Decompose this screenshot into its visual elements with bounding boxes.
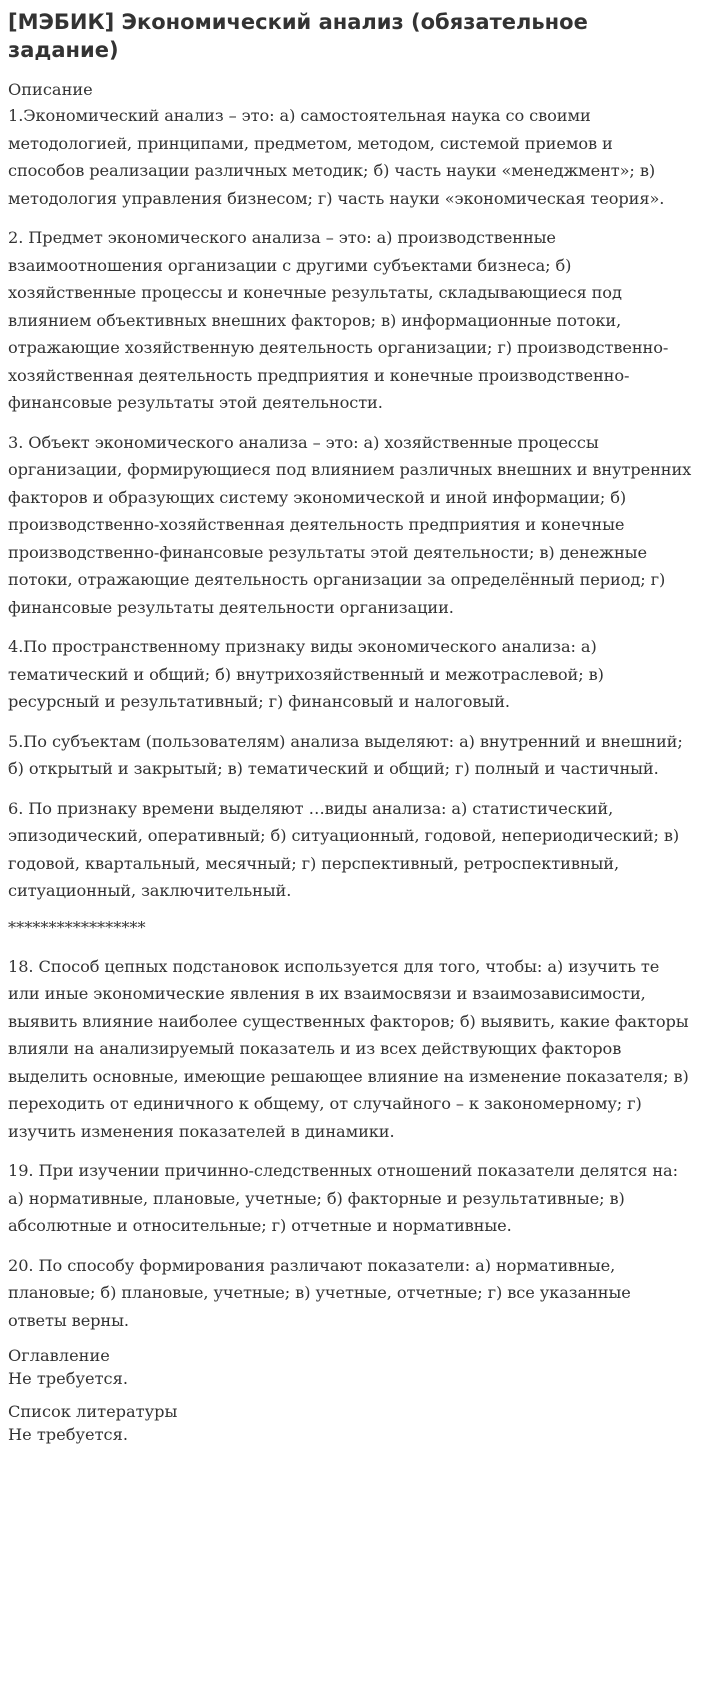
toc-value: Не требуется.: [8, 1369, 128, 1388]
separator-asterisks: *****************: [8, 917, 146, 937]
description-label: Описание: [8, 80, 93, 99]
toc-section: [8, 1346, 693, 1392]
question-paragraph-19: 19. При изучении причинно-следственных отношений показатели делятся на: а) нормативные, плановые, учетные; б) факторные и результативные; в) абсолютные и относительные; г) отчетные и нормативные.: [8, 1161, 678, 1235]
question-paragraph-18: 18. Способ цепных подстановок используется для того, чтобы: а) изучить те или иные экономические явления в их взаимосвязи и взаимозависимости, выявить влияние наиболее существенных факторов; б) выявить, какие факторы влияли на анализируемый показатель и из всех действующих факторов выделить основные, имеющие решающее влияние на изменение показателя; в) переходить от единичного к общему, от случайного – к закономерному; г) изучить изменения показателей в динамики.: [8, 956, 689, 1141]
question-paragraph-20: 20. По способу формирования различают показатели: а) нормативные, плановые; б) плановые, учетные; в) учетные, отчетные; г) все указанные ответы верны.: [8, 1255, 631, 1330]
question-paragraph-3: 3. Объект экономического анализа – это: а) хозяйственные процессы организации, формирующиеся под влиянием различных внешних и внутренних факторов и образующих систему экономической и иной информации; б) производственно-хозяйственная деятельность предприятия и конечные производственно-финансовые результаты этой деятельности; в) денежные потоки, отражающие деятельность организации за определённый период; г) финансовые результаты деятельности организации.: [8, 432, 692, 617]
question-paragraph-6: 6. По признаку времени выделяют …виды анализа: а) статистический, эпизодический, оперативный; б) ситуационный, годовой, непериодический; в) годовой, квартальный, месячный; г) перспективный, ретроспективный, ситуационный, заключительный.: [8, 798, 680, 900]
question-paragraph-1: 1.Экономический анализ – это: а) самостоятельная наука со своими методологией, принципами, предметом, методом, системой приемов и способов реализации различных методик; б) часть науки «менеджмент»; в) методология управления бизнесом; г) часть науки «экономическая теория».: [8, 106, 665, 208]
question-paragraph-4: 4.По пространственному признаку виды экономического анализа: а) тематический и общий; б) внутрихозяйственный и межотраслевой; в) ресурсный и результативный; г) финансовый и налоговый.: [8, 637, 604, 711]
page-title: [МЭБИК] Экономический анализ (обязательное задание): [8, 10, 588, 62]
toc-label: Оглавление: [8, 1346, 110, 1365]
references-value: Не требуется.: [8, 1425, 128, 1444]
references-label: Список литературы: [8, 1402, 178, 1421]
question-paragraph-2: 2. Предмет экономического анализа – это: а) производственные взаимоотношения организации с другими субъектами бизнеса; б) хозяйственные процессы и конечные результаты, складывающиеся под влиянием объективных внешних факторов; в) информационные потоки, отражающие хозяйственную деятельность организации; г) производственно-хозяйственная деятельность предприятия и конечные производственно-финансовые результаты этой деятельности.: [8, 228, 669, 412]
question-paragraph-5: 5.По субъектам (пользователям) анализа выделяют: а) внутренний и внешний; б) открытый и закрытый; в) тематический и общий; г) полный и частичный.: [8, 731, 683, 778]
references-section: [8, 1402, 693, 1448]
